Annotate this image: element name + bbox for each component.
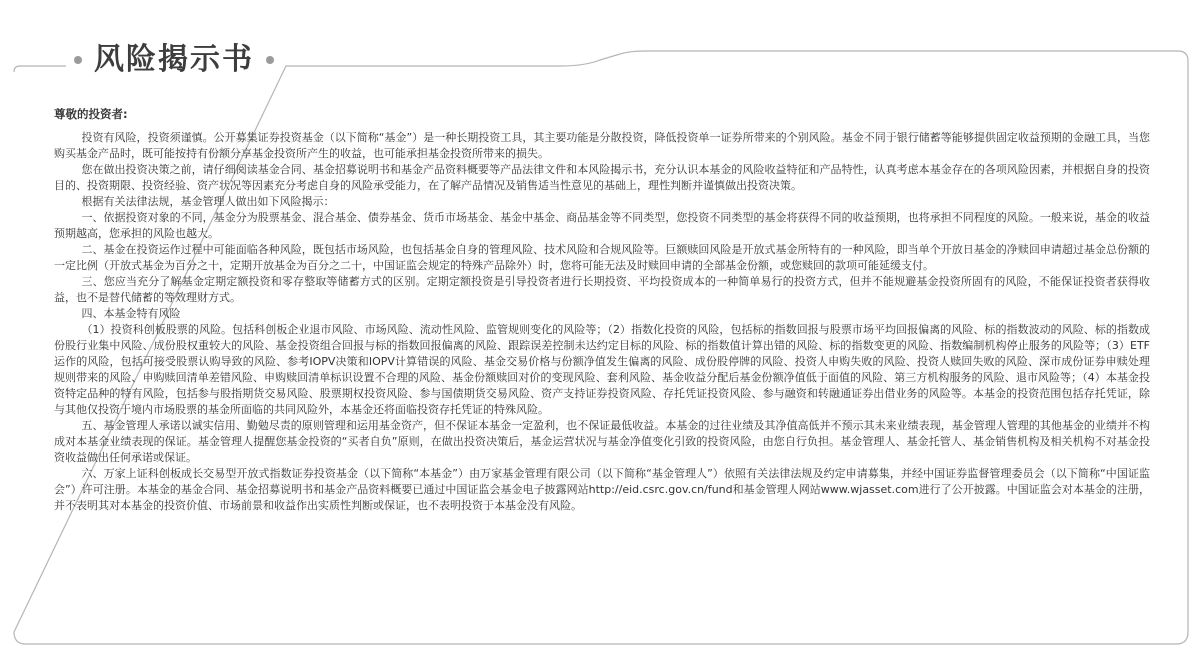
paragraph-decision: 您在做出投资决策之前，请仔细阅读基金合同、基金招募说明书和基金产品资料概要等产品法律文件和本风险揭示书，充分认识本基金的风险收益特征和产品特性，认真考虑本基金存在的各项风险因素，并根据自身的投资目的、投资期限、投资经验、资产状况等因素充分考虑自身的风险承受能力，在了解产品情况及销售适当性意见的基础上，理性判断并谨慎做出投资决策。 xyxy=(54,163,1150,192)
document-body xyxy=(54,106,1150,514)
paragraph-risk-4-detail: （1）投资科创板股票的风险。包括科创板企业退市风险、市场风险、流动性风险、监管规则变化的风险等；（2）指数化投资的风险，包括标的指数回报与股票市场平均回报偏离的风险、标的指数波动的风险、标的指数成份股行业集中风险、成份股权重较大的风险、基金投资组合回报与标的指数回报偏离的风险、跟踪误差控制未达约定目标的风险、标的指数值计算出错的风险、标的指数变更的风险、指数编制机构停止服务的风险等；（3）ETF运作的风险，包括可接受股票认购导致的风险、参考IOPV决策和IOPV计算错误的风险、基金交易价格与份额净值发生偏离的风险、成份股停牌的风险、投资人申购失败的风险、投资人赎回失败的风险、深市成份证券申赎处理规则带来的风险、申购赎回清单差错风险、申购赎回清单标识设置不合理的风险、基金份额赎回对价的变现风险、套利风险、基金收益分配后基金份额净值低于面值的风险、第三方机构服务的风险、退市风险等；（4）本基金投资特定品种的特有风险，包括参与股指期货交易风险、股票期权投资风险、参与国债期货交易风险、资产支持证券投资风险、存托凭证投资风险、参与融资和转融通证券出借业务的风险等。本基金的投资范围包括存托凭证，除与其他仅投资于境内市场股票的基金所面临的共同风险外，本基金还将面临投资存托凭证的特殊风险。 xyxy=(54,323,1150,416)
paragraph-risk-5: 五、基金管理人承诺以诚实信用、勤勉尽责的原则管理和运用基金资产，但不保证本基金一定盈利，也不保证最低收益。本基金的过往业绩及其净值高低并不预示其未来业绩表现，基金管理人管理的其他基金的业绩并不构成对本基金业绩表现的保证。基金管理人提醒您基金投资的“买者自负”原则，在做出投资决策后，基金运营状况与基金净值变化引致的投资风险，由您自行负担。基金管理人、基金托管人、基金销售机构及相关机构不对基金投资收益做出任何承诺或保证。 xyxy=(54,419,1150,464)
paragraph-risk-2: 二、基金在投资运作过程中可能面临各种风险，既包括市场风险，也包括基金自身的管理风险、技术风险和合规风险等。巨额赎回风险是开放式基金所特有的一种风险，即当单个开放日基金的净赎回申请超过基金总份额的一定比例（开放式基金为百分之十，定期开放基金为百分之二十，中国证监会规定的特殊产品除外）时，您将可能无法及时赎回申请的全部基金份额，或您赎回的款项可能延缓支付。 xyxy=(54,243,1150,272)
paragraph-disclosure-lead: 根据有关法律法规，基金管理人做出如下风险揭示： xyxy=(81,195,335,208)
paragraph-risk-4-heading: 四、本基金特有风险 xyxy=(81,307,181,320)
bullet-dot-icon xyxy=(266,56,274,64)
paragraph-risk-3: 三、您应当充分了解基金定期定额投资和零存整取等储蓄方式的区别。定期定额投资是引导投资者进行长期投资、平均投资成本的一种简单易行的投资方式，但并不能规避基金投资所固有的风险，不能保证投资者获得收益，也不是替代储蓄的等效理财方式。 xyxy=(54,275,1150,304)
paragraph-risk-6: 六、万家上证科创板成长交易型开放式指数证券投资基金（以下简称“本基金”）由万家基金管理有限公司（以下简称“基金管理人”）依照有关法律法规及约定申请募集，并经中国证券监督管理委员会（以下简称“中国证监会”）许可注册。本基金的基金合同、基金招募说明书和基金产品资料概要已通过中国证监会基金电子披露网站http://eid.csrc.gov.cn/fund和基金管理人网站www.wjasset.com进行了公开披露。中国证监会对本基金的注册，并不表明其对本基金的投资价值、市场前景和收益作出实质性判断或保证，也不表明投资于本基金没有风险。 xyxy=(54,467,1150,512)
page-title: 风险揭示书 xyxy=(94,42,254,77)
paragraph-intro: 投资有风险，投资须谨慎。公开募集证券投资基金（以下简称“基金”）是一种长期投资工具，其主要功能是分散投资，降低投资单一证券所带来的个别风险。基金不同于银行储蓄等能够提供固定收益预期的金融工具，当您购买基金产品时，既可能按持有份额分享基金投资所产生的收益，也可能承担基金投资所带来的损失。 xyxy=(54,131,1150,160)
greeting: 尊敬的投资者: xyxy=(54,107,128,121)
bullet-dot-icon xyxy=(74,56,82,64)
title-group xyxy=(70,38,278,82)
paragraph-risk-1: 一、依据投资对象的不同，基金分为股票基金、混合基金、债券基金、货币市场基金、基金中基金、商品基金等不同类型，您投资不同类型的基金将获得不同的收益预期，也将承担不同程度的风险。一般来说，基金的收益预期越高，您承担的风险也越大。 xyxy=(54,211,1150,240)
